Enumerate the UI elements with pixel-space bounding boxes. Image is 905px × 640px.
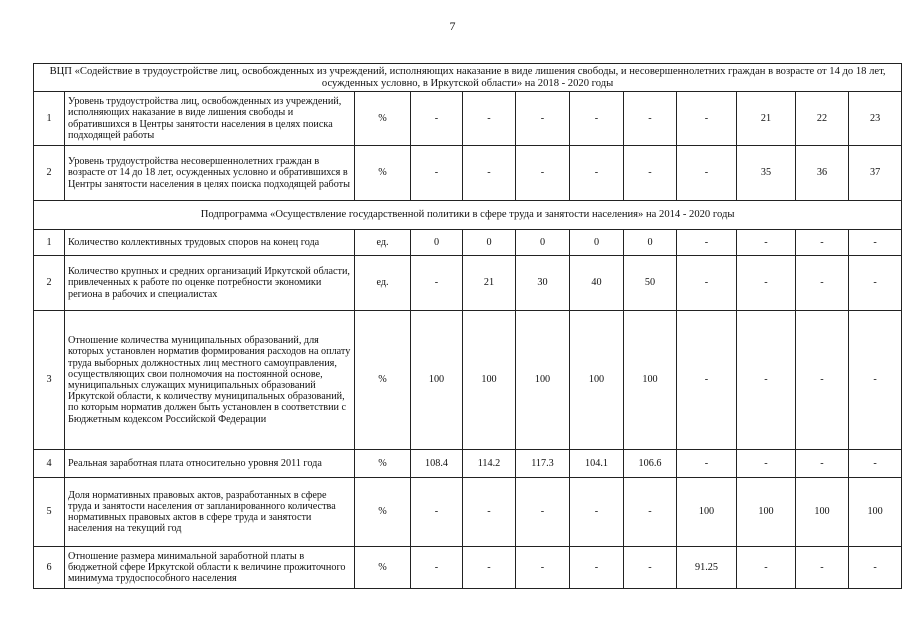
value-cell: - (849, 256, 902, 311)
value-cell: 100 (516, 311, 570, 450)
value-cell: 100 (796, 478, 849, 547)
row-number: 4 (34, 450, 65, 478)
value-cell: - (463, 92, 516, 146)
row-number: 6 (34, 547, 65, 589)
value-cell: 30 (516, 256, 570, 311)
indicator-name: Доля нормативных правовых актов, разработанных в сфере труда и занятости населения от запланированного количества нормативных правовых актов в сфере труда и занятости населения на текущий год (65, 478, 355, 547)
indicators-table (33, 63, 902, 589)
value-cell: - (737, 547, 796, 589)
value-cell: - (516, 146, 570, 201)
value-cell: 40 (570, 256, 624, 311)
row-number: 3 (34, 311, 65, 450)
value-cell: - (463, 146, 516, 201)
value-cell: 22 (796, 92, 849, 146)
value-cell: - (570, 478, 624, 547)
value-cell: - (570, 547, 624, 589)
indicator-name: Уровень трудоустройства несовершеннолетних граждан в возрасте от 14 до 18 лет, осужденных условно и обратившихся в Центры занятости населения в целях поиска подходящей работы (65, 146, 355, 201)
value-cell: 100 (677, 478, 737, 547)
value-cell: - (516, 547, 570, 589)
value-cell: 100 (463, 311, 516, 450)
value-cell: 0 (516, 230, 570, 256)
indicator-name: Количество крупных и средних организаций Иркутской области, привлеченных к работе по оценке потребности экономики региона в рабочих и специалистах (65, 256, 355, 311)
unit-cell: ед. (355, 256, 411, 311)
unit-cell: % (355, 478, 411, 547)
value-cell: - (463, 547, 516, 589)
value-cell: - (463, 478, 516, 547)
unit-cell: % (355, 92, 411, 146)
value-cell: - (411, 547, 463, 589)
value-cell: 37 (849, 146, 902, 201)
value-cell: 117.3 (516, 450, 570, 478)
value-cell: 0 (411, 230, 463, 256)
value-cell: - (737, 230, 796, 256)
value-cell: - (411, 92, 463, 146)
table-row (34, 230, 902, 256)
unit-cell: % (355, 311, 411, 450)
value-cell: 23 (849, 92, 902, 146)
value-cell: - (737, 311, 796, 450)
table-row (34, 450, 902, 478)
value-cell: 114.2 (463, 450, 516, 478)
value-cell: - (796, 230, 849, 256)
value-cell: 0 (624, 230, 677, 256)
value-cell: 35 (737, 146, 796, 201)
value-cell: - (849, 450, 902, 478)
section-title: ВЦП «Содействие в трудоустройстве лиц, освобожденных из учреждений, исполняющих наказание в виде лишения свободы, и несовершеннолетних граждан в возрасте от 14 до 18 лет, осужденных условно, в Иркутской области» на 2018 - 2020 годы (34, 64, 902, 92)
value-cell: 91.25 (677, 547, 737, 589)
unit-cell: % (355, 547, 411, 589)
table-row (34, 547, 902, 589)
value-cell: - (624, 92, 677, 146)
value-cell: - (737, 450, 796, 478)
value-cell: - (849, 311, 902, 450)
value-cell: 100 (624, 311, 677, 450)
row-number: 2 (34, 256, 65, 311)
row-number: 2 (34, 146, 65, 201)
value-cell: 100 (849, 478, 902, 547)
value-cell: - (411, 256, 463, 311)
indicator-name: Количество коллективных трудовых споров на конец года (65, 230, 355, 256)
value-cell: 100 (737, 478, 796, 547)
value-cell: 100 (411, 311, 463, 450)
indicator-name: Реальная заработная плата относительно уровня 2011 года (65, 450, 355, 478)
value-cell: 0 (463, 230, 516, 256)
row-number: 5 (34, 478, 65, 547)
value-cell: 100 (570, 311, 624, 450)
table-row (34, 311, 902, 450)
value-cell: 50 (624, 256, 677, 311)
section-header-row (34, 201, 902, 230)
value-cell: - (516, 478, 570, 547)
value-cell: 0 (570, 230, 624, 256)
value-cell: - (849, 547, 902, 589)
value-cell: - (737, 256, 796, 311)
value-cell: - (624, 547, 677, 589)
indicator-name: Отношение количества муниципальных образований, для которых установлен норматив формирования расходов на оплату труда выборных должностных лиц местного самоуправления, осуществляющих свои полномочия на постоянной основе, муниципальных служащих муниципальных образований Иркутской области, к количеству муниципальных образований, по которым норматив должен быть установлен в соответствии с Бюджетным кодексом Российской Федерации (65, 311, 355, 450)
value-cell: - (677, 450, 737, 478)
value-cell: 106.6 (624, 450, 677, 478)
table-row (34, 256, 902, 311)
value-cell: 108.4 (411, 450, 463, 478)
unit-cell: % (355, 450, 411, 478)
value-cell: 21 (737, 92, 796, 146)
value-cell: - (411, 478, 463, 547)
value-cell: - (796, 256, 849, 311)
indicator-name: Уровень трудоустройства лиц, освобожденных из учреждений, исполняющих наказание в виде лишения свободы и обратившихся в Центры занятости населения в целях поиска подходящей работы (65, 92, 355, 146)
section-header-row (34, 64, 902, 92)
value-cell: - (796, 450, 849, 478)
value-cell: - (849, 230, 902, 256)
value-cell: - (677, 146, 737, 201)
table-row (34, 478, 902, 547)
unit-cell: % (355, 146, 411, 201)
page-number: 7 (449, 19, 456, 33)
value-cell: 21 (463, 256, 516, 311)
value-cell: - (411, 146, 463, 201)
indicator-name: Отношение размера минимальной заработной платы в бюджетной сфере Иркутской области к величине прожиточного минимума трудоспособного населения (65, 547, 355, 589)
value-cell: - (624, 146, 677, 201)
section-title: Подпрограмма «Осуществление государственной политики в сфере труда и занятости населения» на 2014 - 2020 годы (34, 201, 902, 230)
value-cell: - (570, 146, 624, 201)
value-cell: 36 (796, 146, 849, 201)
value-cell: - (624, 478, 677, 547)
value-cell: - (516, 92, 570, 146)
table-row (34, 146, 902, 201)
value-cell: - (677, 230, 737, 256)
row-number: 1 (34, 230, 65, 256)
value-cell: - (796, 311, 849, 450)
value-cell: - (677, 92, 737, 146)
value-cell: - (677, 256, 737, 311)
value-cell: - (570, 92, 624, 146)
value-cell: 104.1 (570, 450, 624, 478)
unit-cell: ед. (355, 230, 411, 256)
row-number: 1 (34, 92, 65, 146)
indicators-table-body (34, 64, 902, 589)
value-cell: - (796, 547, 849, 589)
table-row (34, 92, 902, 146)
value-cell: - (677, 311, 737, 450)
